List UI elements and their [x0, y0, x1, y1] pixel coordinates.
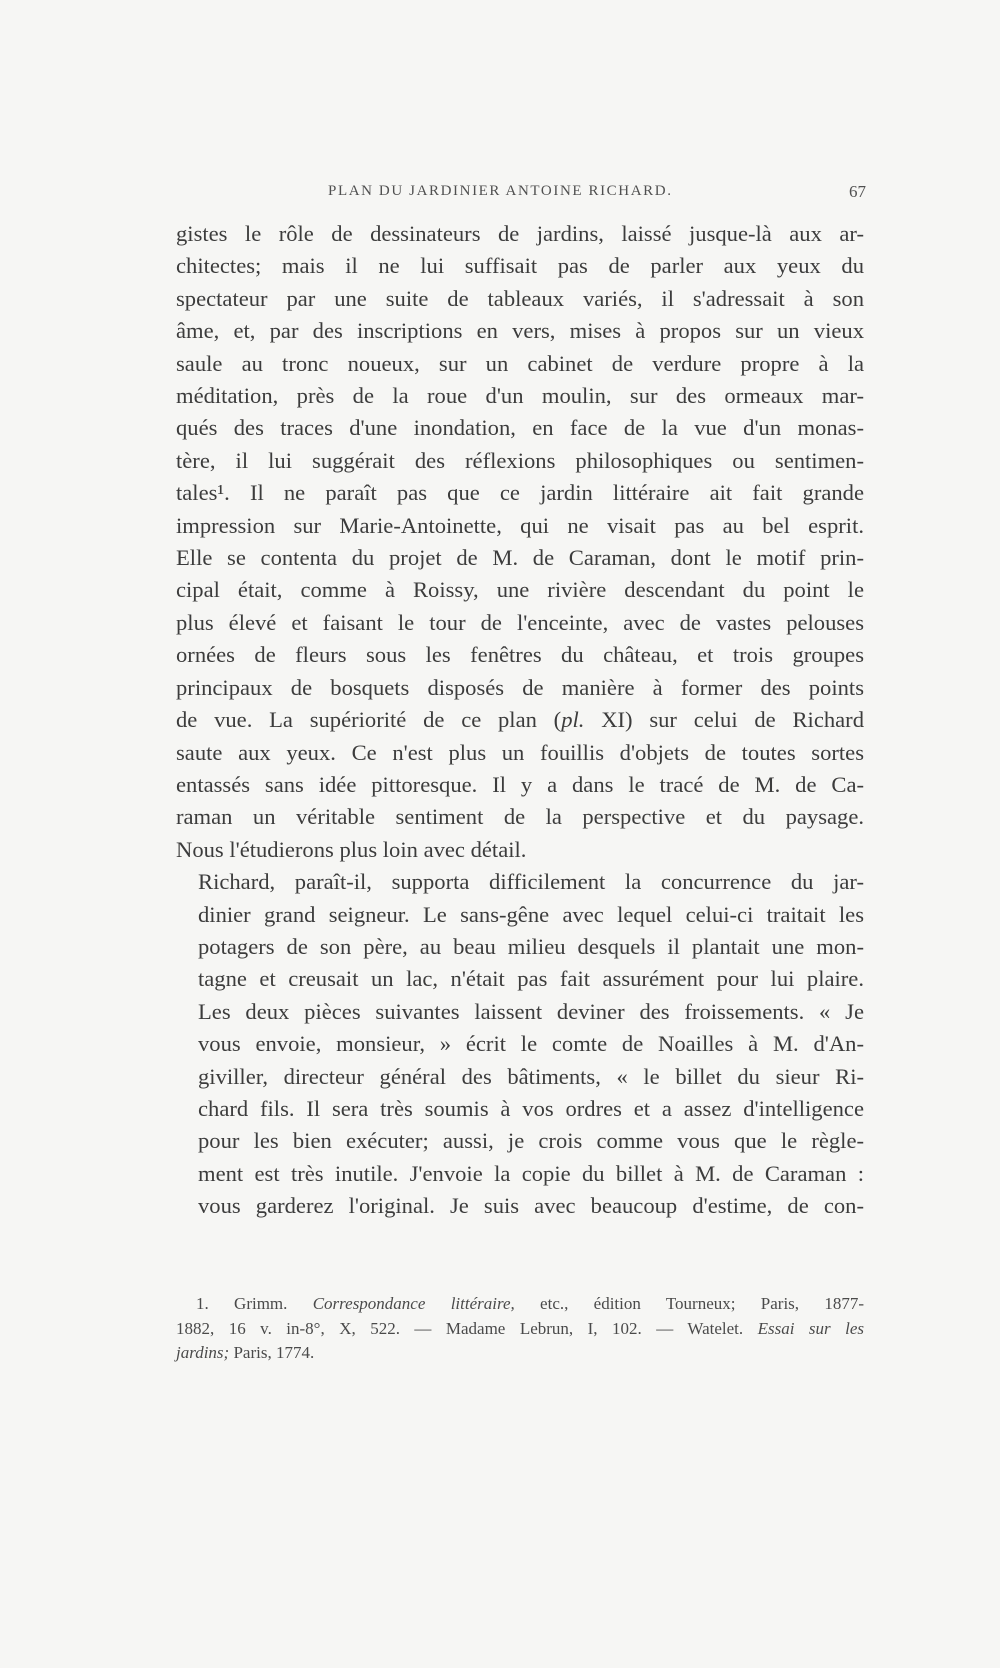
text-line: vous garderez l'original. Je suis avec beaucoup d'estime, de con-: [198, 1193, 864, 1219]
paragraph-1: [176, 218, 864, 866]
text-line: spectateur par une suite de tableaux variés, il s'adressait à son: [176, 285, 864, 311]
text-line: âme, et, par des inscriptions en vers, mises à propos sur un vieux: [176, 318, 864, 344]
text-line: entassés sans idée pittoresque. Il y a dans le tracé de M. de Ca-: [176, 771, 864, 797]
footnote-text: etc., édition Tourneux; Paris, 1877-: [514, 1294, 864, 1313]
text-line: Elle se contenta du projet de M. de Caraman, dont le motif prin-: [176, 545, 864, 571]
text-line: gistes le rôle de dessinateurs de jardins, laissé jusque-là aux ar-: [176, 221, 864, 246]
footnote-line: [176, 1292, 864, 1317]
footnote-line: [176, 1341, 864, 1366]
text-line: pour les bien exécuter; aussi, je crois comme vous que le règle-: [198, 1128, 864, 1154]
text-line: raman un véritable sentiment de la perspective et du paysage.: [176, 804, 864, 830]
text-segment: XI) sur celui de Richard: [584, 707, 864, 733]
text-line: principaux de bosquets disposés de manière à former des points: [176, 674, 864, 700]
running-title: PLAN DU JARDINIER ANTOINE RICHARD.: [328, 183, 673, 199]
text-line: Nous l'étudierons plus loin avec détail.: [176, 836, 527, 862]
text-line: tales¹. Il ne paraît pas que ce jardin littéraire ait fait grande: [176, 480, 864, 506]
text-line: chard fils. Il sera très soumis à vos ordres et a assez d'intelligence: [198, 1095, 864, 1121]
body-text: [176, 218, 864, 1223]
page-number: 67: [849, 182, 866, 201]
text-line: ornées de fleurs sous les fenêtres du château, et trois groupes: [176, 642, 864, 668]
text-segment: de vue. La supériorité de ce plan (: [176, 707, 562, 733]
text-line: méditation, près de la roue d'un moulin, sur des ormeaux mar-: [176, 383, 864, 409]
paragraph-2: [176, 866, 864, 1222]
footnote-line: [176, 1317, 864, 1342]
text-line: qués des traces d'une inondation, en face de la vue d'un monas-: [176, 415, 864, 441]
plate-abbreviation: pl.: [561, 707, 585, 733]
text-line: potagers de son père, au beau milieu desquels il plantait une mon-: [198, 933, 864, 959]
text-line: tère, il lui suggérait des réflexions philosophiques ou sentimen-: [176, 447, 864, 473]
text-line: giviller, directeur général des bâtiments, « le billet du sieur Ri-: [198, 1063, 864, 1089]
text-line: saule au tronc noueux, sur un cabinet de verdure propre à la: [176, 350, 864, 376]
text-line: cipal était, comme à Roissy, une rivière descendant du point le: [176, 577, 864, 603]
text-line: tagne et creusait un lac, n'était pas fait assurément pour lui plaire.: [198, 966, 864, 992]
text-line: saute aux yeux. Ce n'est plus un fouillis d'objets de toutes sortes: [176, 739, 864, 765]
footnote: [176, 1292, 864, 1366]
text-line: Les deux pièces suivantes laissent deviner des froissements. « Je: [198, 998, 864, 1024]
footnote-title: Correspondance littéraire,: [312, 1294, 515, 1313]
text-line: impression sur Marie-Antoinette, qui ne visait pas au bel esprit.: [176, 512, 864, 538]
text-line: Richard, paraît-il, supporta difficilement la concurrence du jar-: [198, 869, 864, 895]
text-line: plus élevé et faisant le tour de l'enceinte, avec de vastes pelouses: [176, 609, 864, 635]
text-line: ment est très inutile. J'envoie la copie du billet à M. de Caraman :: [198, 1160, 864, 1186]
text-line: chitectes; mais il ne lui suffisait pas de parler aux yeux du: [176, 253, 864, 279]
text-line: vous envoie, monsieur, » écrit le comte de Noailles à M. d'An-: [198, 1031, 864, 1057]
footnote-text: 1882, 16 v. in-8°, X, 522. — Madame Lebrun, I, 102. — Watelet.: [176, 1318, 758, 1338]
footnote-title: Essai sur les: [757, 1318, 864, 1338]
footnote-title: jardins;: [176, 1343, 230, 1362]
text-line: dinier grand seigneur. Le sans-gêne avec lequel celui-ci traitait les: [198, 901, 864, 927]
text-line-plate-reference: [176, 704, 864, 736]
running-head: [176, 183, 866, 207]
footnote-text: 1. Grimm.: [196, 1294, 313, 1313]
footnote-text: Paris, 1774.: [229, 1343, 315, 1362]
